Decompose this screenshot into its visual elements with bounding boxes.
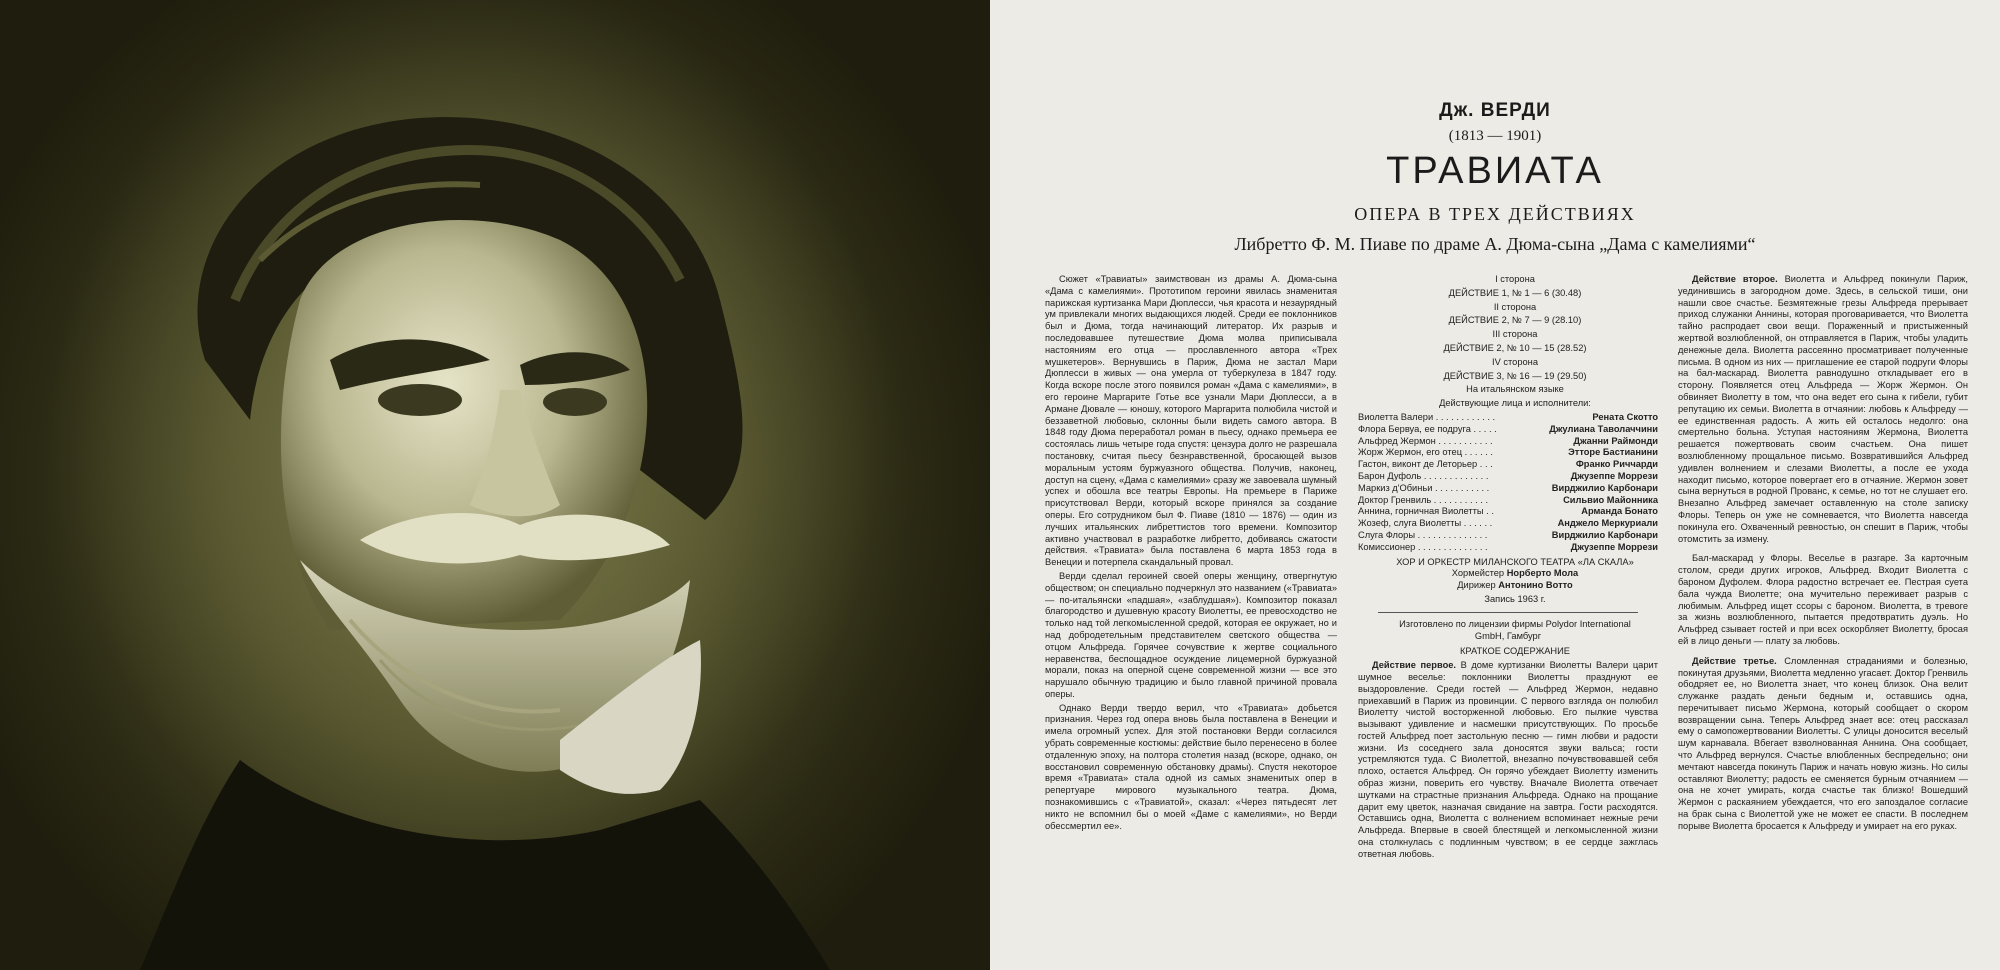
- cast-row: [1358, 471, 1658, 483]
- libretto-credit: Либретто Ф. М. Пиаве по драме А. Дюма-сына „Дама с камелиями“: [1234, 234, 1756, 254]
- language-note: На итальянском языке: [1466, 384, 1564, 395]
- chorus-master-line: [1358, 568, 1658, 580]
- act3-label: Действие третье.: [1692, 655, 1777, 666]
- cast-singer: Вирджилио Карбонари: [1551, 482, 1658, 493]
- side-heading: II сторона: [1493, 301, 1537, 312]
- portrait-panel: [0, 0, 990, 970]
- conductor-label: Дирижер: [1457, 580, 1496, 591]
- recording-year: Запись 1963 г.: [1484, 593, 1546, 604]
- cast-role: Жорж Жермон, его отец . . . . . .: [1358, 447, 1494, 458]
- cast-role: Комиссионер . . . . . . . . . . . . . .: [1358, 541, 1488, 552]
- act1-text: В доме куртизанки Виолетты Валери царит шумное веселье: поклонники Виолетты празднуют ее выздоровление. Среди гостей — Альфред Жермон, недавно приехавший в Париж из провинции. С первого взгляда он полюбил Виолетту чистой восторженной любовью. Его пылкие чувства вызывают удивление и насмешки присутствующих. По просьбе гостей Альфред поет застольную песню — гимн любви и радости жизни. Из соседнего зала доносятся звуки вальса; гости устремляются туда. С Виолеттой, внезапно почувствовавшей себя плохо, остается Альфред. Он горячо убеждает Виолетту изменить образ жизни, поверить его чувству. Вначале Виолетта отвечает шутками на страстные признания Альфреда. Однако на прощание дарит ему цветок, назначая свидание на завтра. Гости расходятся. Оставшись одна, Виолетта с волнением вспоминает нежные речи Альфреда. Впервые в своей блестящей и легкомысленной жизни она столкнулась с подлинным чувством; в ее сердце зажглась ответная любовь.: [1358, 660, 1658, 859]
- history-paragraph: Верди сделал героиней своей оперы женщину, отвергнутую обществом; он специально подчеркнул это названием («Травиата» — по-итальянски «падшая», «заблудшая»). Композитор показал благородство и душевную красоту Виолетты, ее превосходство не только над той легкомысленной средой, которая ее окружает, но и над добродетельным представителем светского общества — отцом Альфреда. Горячее сочувствие к жертве социального неравенства, беспощадное осуждение лицемерной буржуазной морали, показ на оперной сцене современной жизни — все это нарушало обычную традицию и было главной причиной провала оперы.: [1045, 570, 1337, 699]
- cast-singer: Франко Риччарди: [1575, 459, 1658, 470]
- license-note: Изготовлено по лицензии фирмы Polydor International GmbH, Гамбург: [1399, 618, 1631, 641]
- cast-list: [1358, 412, 1658, 554]
- verdi-portrait-illustration: [0, 0, 990, 970]
- cast-singer: Джулиана Таволаччини: [1549, 423, 1658, 434]
- side-tracks: ДЕЙСТВИЕ 1, № 1 — 6 (30.48): [1448, 287, 1582, 298]
- opera-title: ТРАВИАТА: [1386, 150, 1604, 192]
- cast-row: [1358, 424, 1658, 436]
- cast-singer: Джанни Раймонди: [1573, 435, 1658, 446]
- cast-singer: Сильвио Майонника: [1563, 494, 1658, 505]
- act2-summary: [1678, 274, 1968, 545]
- divider: [1378, 612, 1638, 613]
- chorus-master-name: Норберто Мола: [1506, 568, 1579, 579]
- side-heading: IV сторона: [1492, 356, 1538, 367]
- ball-summary: Бал-маскарад у Флоры. Веселье в разгаре. За карточным столом, среди других игроков, Альфред. Входит Виолетта с бароном Дуфолем. Флора радостно встречает ее. Пестрая суета бала чужда Виолетте; она мучительно переживает разрыв с любимым. Альфред ищет ссоры с бароном. Виолетта, в тревоге за жизнь возлюбленного, пытается предотвратить дуэль. Но Альфред сзывает гостей и при всех оскорбляет Виолетту, бросая ей в лицо деньги — плату за любовь.: [1678, 553, 1968, 646]
- cast-row: [1358, 518, 1658, 530]
- choir-credit: ХОР И ОРКЕСТР МИЛАНСКОГО ТЕАТРА «ЛА СКАЛА»: [1396, 556, 1634, 567]
- cast-role: Барон Дуфоль . . . . . . . . . . . . .: [1358, 470, 1489, 481]
- history-column: [1045, 274, 1337, 834]
- act2-label: Действие второе.: [1692, 274, 1778, 284]
- credits-column: [1358, 274, 1658, 863]
- side-tracks: ДЕЙСТВИЕ 2, № 10 — 15 (28.52): [1443, 342, 1587, 353]
- side-heading: I сторона: [1495, 274, 1535, 284]
- history-paragraph: Однако Верди твердо верил, что «Травиата» добьется признания. Через год опера вновь была поставлена в Венеции и имела огромный успех. Для этой постановки Верди согласился убрать современные костюмы: действие было перенесено в более отдаленную эпоху, на полтора столетия назад (вскоре, однако, он восстановил современную обстановку драмы). Спустя некоторое время «Травиата» стала одной из самых знаменитых опер в репертуаре мирового музыкального театра. Дюма, познакомившись с «Травиатой», сказал: «Через пятьдесят лет никто не вспомнил бы о моей «Даме с камелиями», но Верди обессмертил ее».: [1045, 702, 1337, 831]
- cast-role: Маркиз д'Обиньи . . . . . . . . . . .: [1358, 482, 1490, 493]
- cast-singer: Анджело Меркуриали: [1557, 518, 1658, 529]
- chorus-master-label: Хормейстер: [1451, 568, 1505, 579]
- cast-row: [1358, 483, 1658, 495]
- act1-summary: [1358, 660, 1658, 861]
- cast-singer: Этторе Бастианини: [1568, 447, 1658, 458]
- cast-row: [1358, 530, 1658, 542]
- act2-text: Виолетта и Альфред покинули Париж, уединившись в загородном доме. Здесь, в сельской тиши, они нашли свое счастье. Безмятежные грезы Альфреда прерывает приход служанки Аннины, которая проговаривается, что Виолетта тайно распродает свои вещи. Пораженный и пристыженный жертвой возлюбленной, он отправляется в Париж, чтобы уладить денежные дела. Виолетта рассеянно просматривает полученные письма. В одном из них — приглашение ее старой подруги Флоры на бал-маскарад. Виолетта равнодушно откладывает его в сторону. Появляется отец Альфреда — Жорж Жермон. Он обвиняет Виолетту в том, что она ведет его сына к гибели, губит репутацию их семьи. Виолетта в отчаянии: любовь к Альфреду — ее единственная радость. А жить ей осталось недолго: она смертельно больна. Уступая настояниям Жермона, Виолетта решается пожертвовать своим счастьем. Она пишет возлюбленному прощальное письмо. Возвратившийся Альфред удивлен волнением и слезами Виолетты, а после ее ухода находит письмо, которое повергает его в отчаяние. Жермон зовет сына вернуться в родной Прованс, к семье, но тот не слушает его. Внезапно Альфред замечает оставленную на столе записку Флоры. Теперь он уже не сомневается, что Виолетта навсегда покинула его. Охваченный ревностью, он спешит в Париж, чтобы отомстить за измену.: [1678, 274, 1968, 544]
- cast-role: Слуга Флоры . . . . . . . . . . . . . .: [1358, 529, 1488, 540]
- conductor-line: [1358, 580, 1658, 592]
- cast-row: [1358, 412, 1658, 424]
- side-heading: III сторона: [1492, 329, 1538, 340]
- synopsis-column: [1678, 274, 1968, 835]
- act3-summary: [1678, 656, 1968, 833]
- cast-singer: Рената Скотто: [1592, 411, 1658, 422]
- side-tracks: ДЕЙСТВИЕ 2, № 7 — 9 (28.10): [1448, 315, 1582, 326]
- cast-row: [1358, 447, 1658, 459]
- cast-heading: Действующие лица и исполнители:: [1439, 398, 1591, 409]
- composer-years: (1813 — 1901): [1448, 128, 1542, 144]
- cast-role: Альфред Жермон . . . . . . . . . . .: [1358, 435, 1493, 446]
- cast-role: Жозеф, слуга Виолетты . . . . . .: [1358, 518, 1493, 529]
- cast-singer: Вирджилио Карбонари: [1551, 529, 1658, 540]
- side-list: [1358, 274, 1658, 382]
- cast-singer: Джузеппе Моррези: [1570, 541, 1658, 552]
- cast-row: [1358, 506, 1658, 518]
- conductor-name: Антонино Вотто: [1498, 580, 1573, 591]
- cast-role: Аннина, горничная Виолетты . .: [1358, 506, 1494, 517]
- act1-label: Действие первое.: [1372, 660, 1456, 671]
- cast-role: Флора Бервуа, ее подруга . . . . .: [1358, 423, 1497, 434]
- liner-notes-page: [990, 0, 2000, 970]
- cast-singer: Арманда Бонато: [1581, 506, 1658, 517]
- side-tracks: ДЕЙСТВИЕ 3, № 16 — 19 (29.50): [1443, 370, 1587, 381]
- cast-role: Гастон, виконт де Леторьер . . .: [1358, 459, 1493, 470]
- cast-singer: Джузеппе Моррези: [1570, 470, 1658, 481]
- act3-text: Сломленная страданиями и болезнью, покинутая друзьями, Виолетта медленно угасает. Доктор Гренвиль ободряет ее, но Виолетта знает, что конец близок. Она велит служанке раздать деньги бедным и, оставшись одна, перечитывает письмо Жермона, который сообщает о скором возвращении сына. Теперь Альфред знает все: отец рассказал ему о самопожертвовании Виолетты. С улицы доносится веселый шум карнавала. Вбегает взволнованная Аннина. Она сообщает, что Альфред вернулся. Счастье влюбленных беспредельно; они мечтают навсегда покинуть Париж и начать новую жизнь. Но силы оставляют Виолетту; радость ее сменяется бурным отчаянием — она не хочет умирать, когда счастье так близко! Вошедший Жермон с раскаянием убеждается, что его запоздалое согласие на брак сына с Виолеттой уже не может ее спасти. В последнем порыве Виолетта бросается к Альфреду и умирает на его руках.: [1678, 655, 1968, 831]
- history-paragraph: Сюжет «Травиаты» заимствован из драмы А. Дюма-сына «Дама с камелиями». Прототипом героини явилась знаменитая парижская куртизанка Мари Дюплесси, чья красота и незаурядный ум привлекали многих выдающихся людей. Среди ее поклонников был и Дюма, тогда начинающий литератор. Их разрыв и последовавшее путешествие Дюма молва приписывала настояниям его отца — прославленного автора «Трех мушкетеров». Вернувшись в Париж, Дюма не застал Мари Дюплесси в живых — она умерла от туберкулеза в 1847 году. Когда вскоре после этого появился роман «Дама с камелиями», в его героине Маргарите Готье все узнали Мари Дюплесси, а в Армане Дювале — юношу, которого Маргарита полюбила чистой и беззаветной любовью, склонны были видеть самого автора. В 1848 году Дюма переработал роман в пьесу, однако премьера ее состоялась лишь четыре года спустя: цензура долго не разрешала постановку, считая пьесу безнравственной, бросающей вызов моральным устоям буржуазного общества. Получив, наконец, доступ на сцену, «Дама с камелиями» сразу же завоевала шумный успех и обошла все театры Европы. На премьере в Париже присутствовал Верди, который вскоре принялся за создание оперы. Его сотрудником был Ф. Пиаве (1810 — 1876) — один из лучших итальянских либреттистов того времени. Композитор активно участвовал в разработке либретто, добиваясь сжатости действия. «Травиата» была поставлена 6 марта 1853 года в Венеции и потерпела скандальный провал.: [1045, 274, 1337, 568]
- cast-role: Виолетта Валери . . . . . . . . . . . .: [1358, 411, 1496, 422]
- cast-row: [1358, 495, 1658, 507]
- cast-row: [1358, 459, 1658, 471]
- cast-row: [1358, 542, 1658, 554]
- cast-row: [1358, 436, 1658, 448]
- cast-role: Доктор Гренвиль . . . . . . . . . . .: [1358, 494, 1489, 505]
- opera-genre: ОПЕРА В ТРЕХ ДЕЙСТВИЯХ: [1354, 204, 1636, 224]
- summary-heading: КРАТКОЕ СОДЕРЖАНИЕ: [1460, 646, 1570, 657]
- composer-name: Дж. ВЕРДИ: [1439, 100, 1551, 121]
